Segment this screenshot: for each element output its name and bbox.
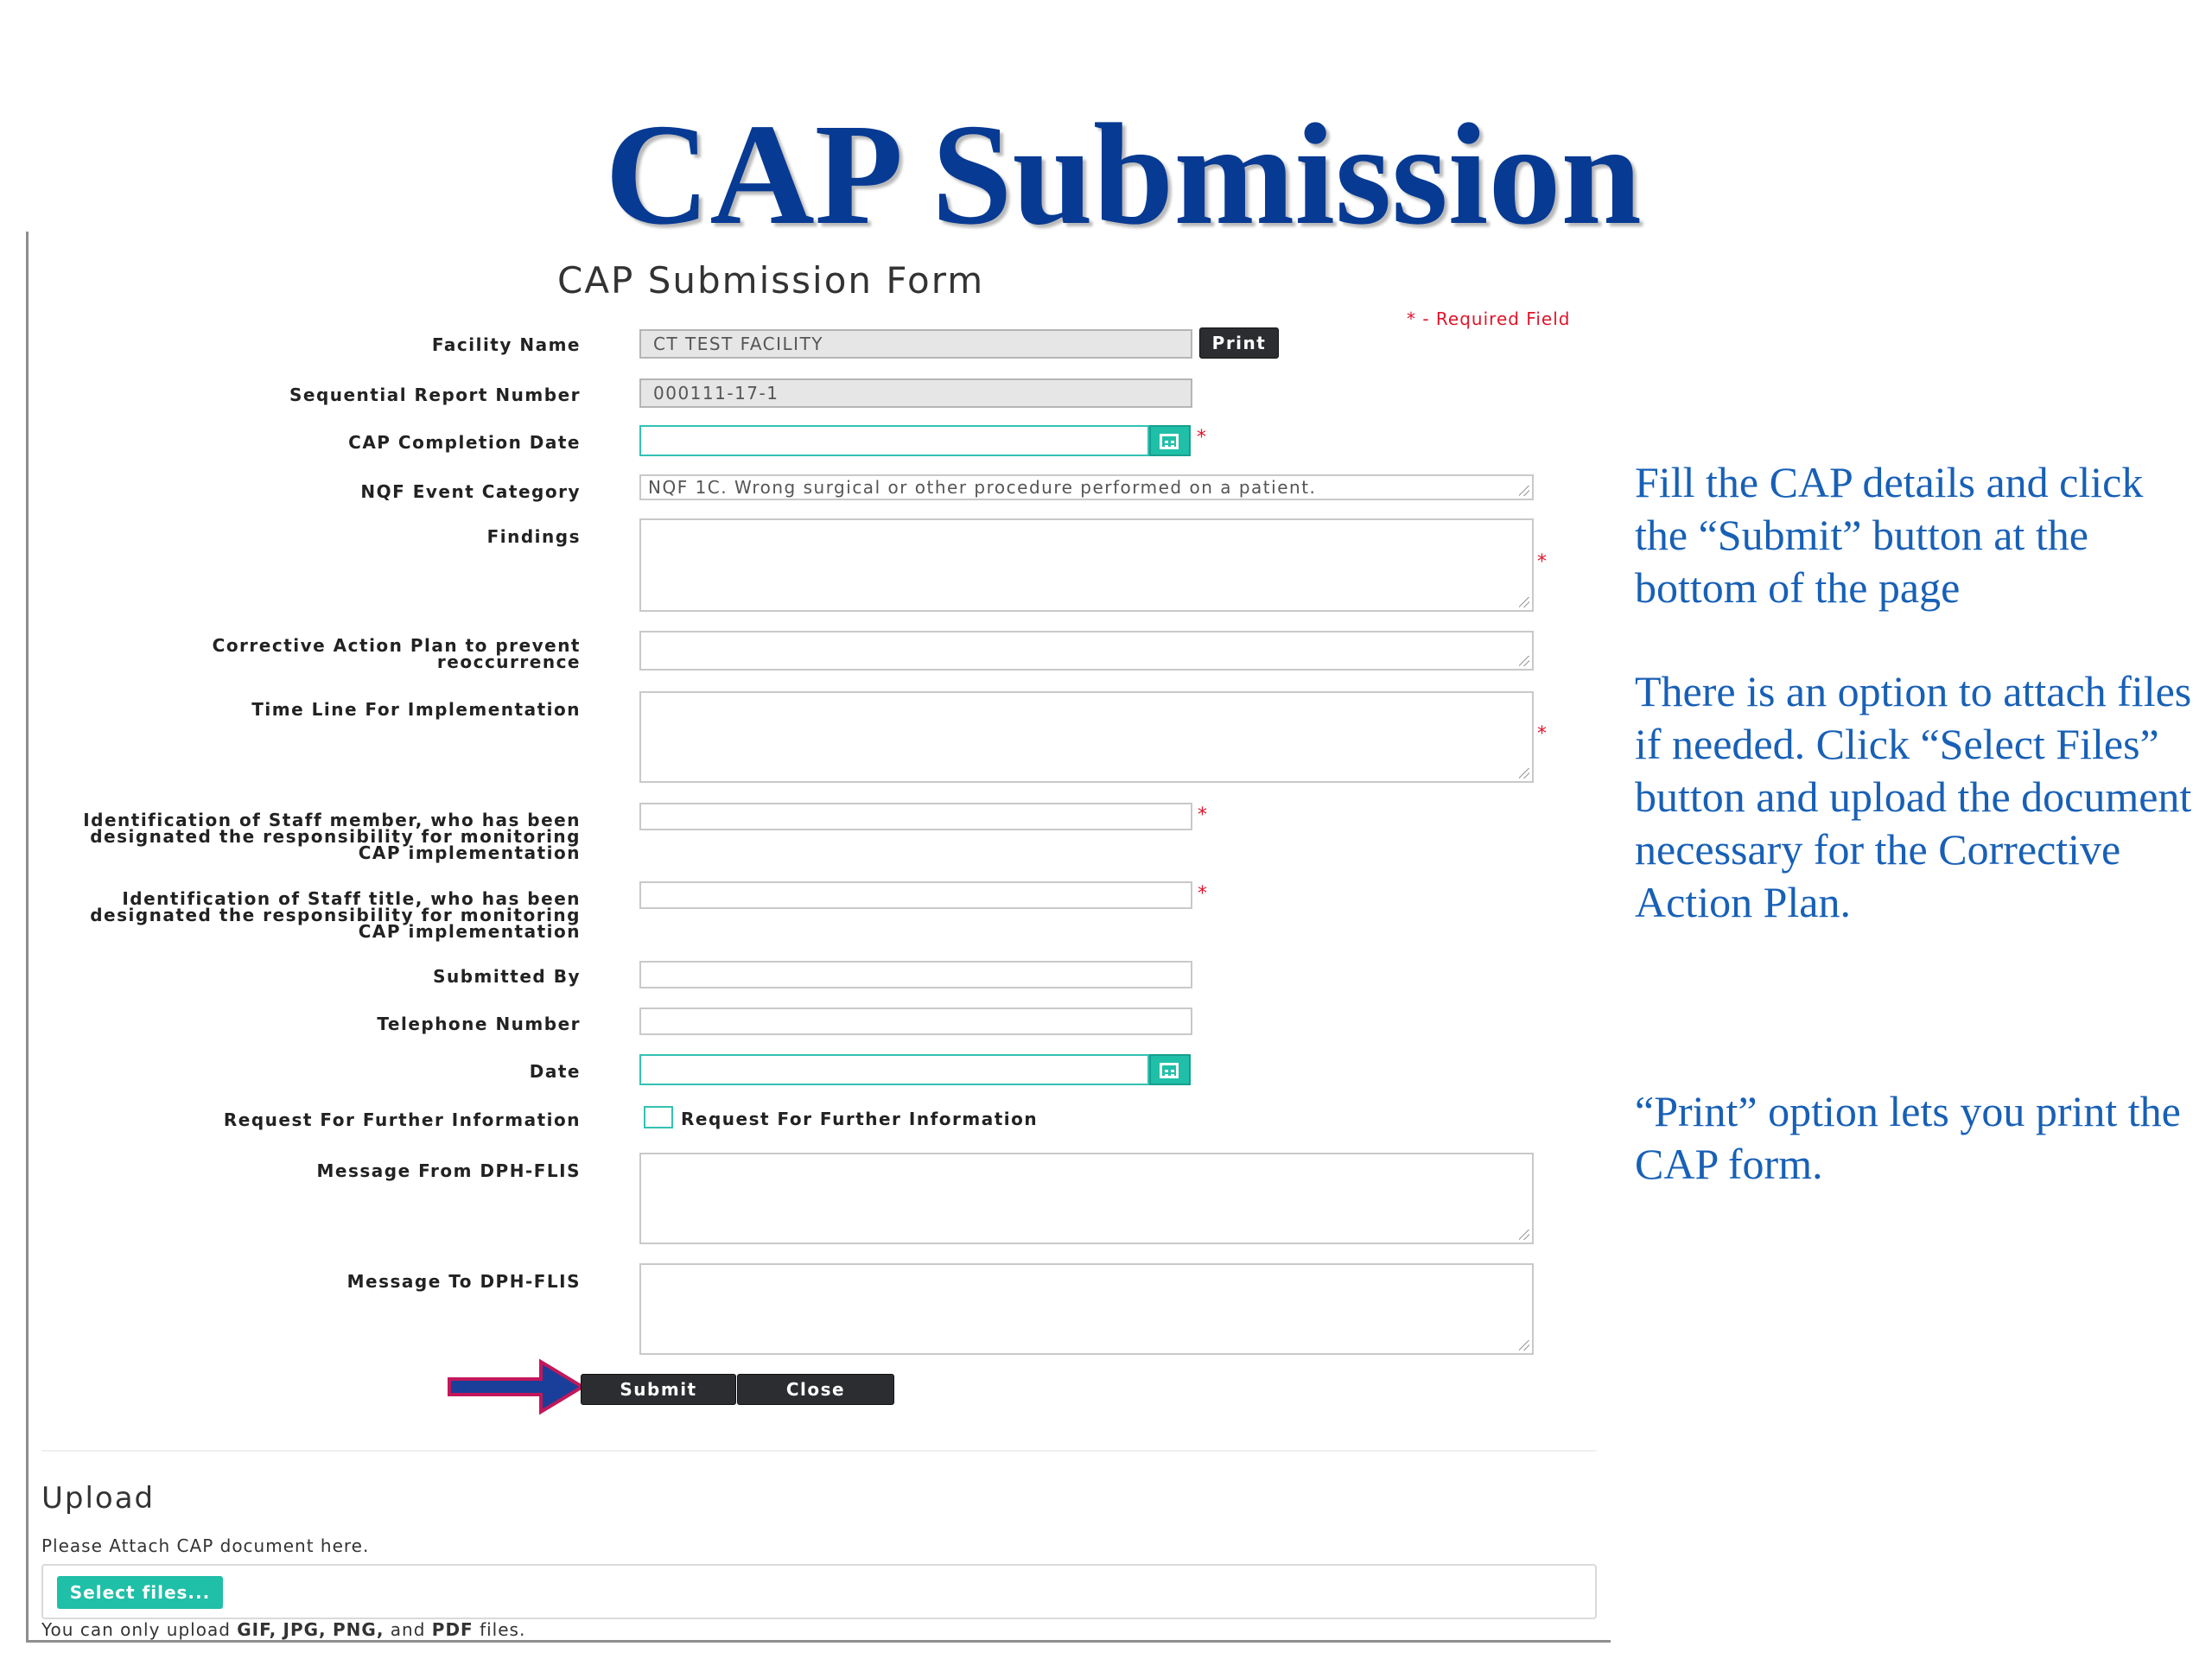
select-files-button[interactable]: Select files... [57, 1576, 223, 1609]
upload-dropzone[interactable] [41, 1564, 1597, 1619]
label-line: Identification of Staff title, who has been [122, 888, 581, 909]
instruction-note-print: “Print” option lets you print the CAP form. [1635, 1087, 2181, 1188]
telephone-number-label: Telephone Number [377, 1014, 581, 1034]
file-type: GIF, [237, 1619, 277, 1640]
cap-completion-date-picker-button[interactable] [1149, 425, 1191, 456]
label-line: designated the responsibility for monitoring [90, 826, 581, 847]
corrective-action-plan-field[interactable] [639, 631, 1534, 671]
cap-completion-date-label: CAP Completion Date [348, 432, 581, 453]
upload-note-prefix: You can only upload [41, 1619, 231, 1640]
cap-completion-date-field[interactable] [639, 425, 1149, 456]
label-line: reoccurrence [436, 652, 581, 672]
corrective-action-plan-label [212, 635, 581, 672]
submit-button[interactable]: Submit [581, 1374, 736, 1405]
screenshot-frame-left [26, 232, 29, 1642]
required-field-note: * - Required Field [1407, 308, 1571, 329]
submitted-by-field[interactable] [639, 961, 1192, 988]
staff-title-field[interactable] [639, 881, 1192, 909]
upload-section-title: Upload [41, 1481, 156, 1516]
resize-handle-icon[interactable] [1519, 656, 1529, 666]
required-marker: * [1198, 804, 1207, 826]
resize-handle-icon[interactable] [1519, 486, 1529, 496]
resize-handle-icon[interactable] [1519, 1230, 1529, 1240]
date-picker-button[interactable] [1149, 1054, 1191, 1085]
findings-label: Findings [486, 526, 581, 547]
facility-name-label: Facility Name [431, 334, 581, 355]
file-type: PNG, [333, 1619, 385, 1640]
date-field[interactable] [639, 1054, 1149, 1085]
request-further-info-checkbox-label[interactable]: Request For Further Information [681, 1109, 1039, 1129]
file-type: JPG, [283, 1619, 327, 1640]
staff-member-field[interactable] [639, 803, 1192, 830]
instruction-note-upload: There is an option to attach files if needed. Click “Select Files” button and upload the document necessary for the Corrective Action Plan. [1635, 667, 2192, 926]
message-to-field[interactable] [639, 1263, 1534, 1355]
nqf-event-category-field[interactable] [639, 474, 1534, 500]
time-line-field[interactable] [639, 691, 1534, 783]
screenshot-frame-bottom [26, 1640, 1611, 1643]
label-line: CAP implementation [358, 921, 581, 942]
label-line: Corrective Action Plan to prevent [212, 635, 581, 656]
resize-handle-icon[interactable] [1519, 768, 1529, 779]
resize-handle-icon[interactable] [1519, 597, 1529, 607]
required-marker: * [1197, 427, 1206, 448]
upload-file-types-note [41, 1619, 525, 1640]
form-title: CAP Submission Form [557, 259, 985, 302]
required-marker: * [1537, 723, 1547, 745]
slide-title: CAP Submission [605, 94, 1642, 255]
calendar-icon [1160, 1063, 1179, 1078]
submitted-by-label: Submitted By [433, 966, 581, 987]
request-further-info-checkbox[interactable] [644, 1106, 673, 1128]
upload-note-text: and [390, 1619, 426, 1640]
upload-hint: Please Attach CAP document here. [41, 1535, 370, 1556]
staff-member-label [83, 812, 581, 861]
file-type: PDF [431, 1619, 474, 1640]
section-divider [41, 1450, 1597, 1452]
findings-field[interactable] [639, 518, 1534, 612]
required-marker: * [1198, 883, 1207, 905]
nqf-event-category-value: NQF 1C. Wrong surgical or other procedure performed on a patient. [648, 477, 1317, 498]
calendar-icon [1160, 434, 1179, 449]
facility-name-field[interactable] [639, 329, 1192, 359]
sequential-report-number-field[interactable] [639, 378, 1192, 408]
required-marker: * [1537, 551, 1547, 573]
instruction-note-submit: Fill the CAP details and click the “Submit” button at the bottom of the page [1635, 458, 2144, 612]
upload-note-text: files. [480, 1619, 526, 1640]
sequential-report-number-label: Sequential Report Number [289, 385, 581, 405]
date-label: Date [529, 1061, 581, 1082]
label-line: Identification of Staff member, who has been [83, 810, 581, 830]
label-line: CAP implementation [358, 842, 581, 863]
label-line: designated the responsibility for monitoring [90, 905, 581, 925]
staff-title-label [90, 888, 581, 942]
message-from-field[interactable] [639, 1153, 1534, 1244]
arrow-pointer-icon [448, 1358, 586, 1415]
time-line-label: Time Line For Implementation [251, 699, 581, 720]
resize-handle-icon[interactable] [1519, 1340, 1529, 1351]
print-button[interactable]: Print [1199, 327, 1279, 359]
close-button[interactable]: Close [737, 1374, 894, 1405]
nqf-event-category-label: NQF Event Category [360, 481, 581, 502]
telephone-number-field[interactable] [639, 1007, 1192, 1035]
message-from-label: Message From DPH-FLIS [316, 1160, 581, 1181]
message-to-label: Message To DPH-FLIS [346, 1271, 581, 1292]
request-further-info-label: Request For Further Information [223, 1109, 581, 1130]
